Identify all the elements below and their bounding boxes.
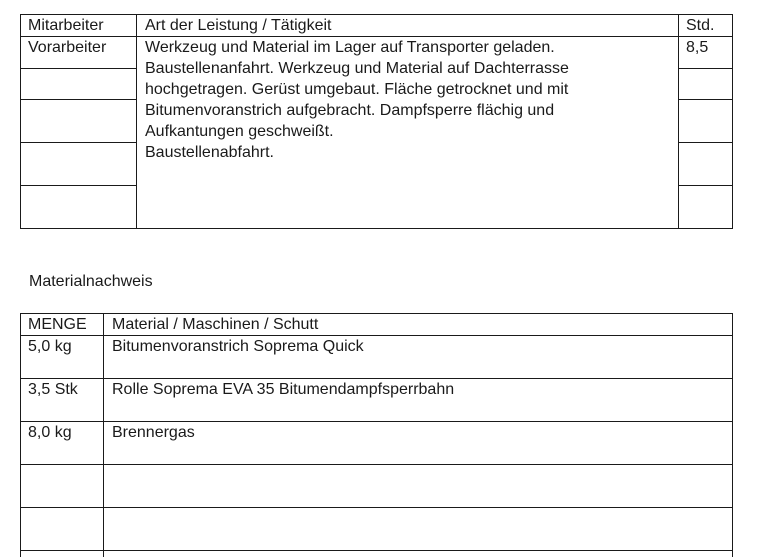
row-separator	[20, 99, 137, 100]
quantity-cell: 3,5 Stk	[28, 381, 78, 398]
material-cell: Rolle Soprema EVA 35 Bitumendampfsperrbahn	[112, 381, 455, 398]
column-separator	[103, 313, 104, 557]
row-separator	[20, 507, 733, 508]
table-border-bottom	[20, 228, 733, 229]
quantity-cell: 8,0 kg	[28, 424, 72, 441]
row-separator	[678, 142, 733, 143]
material-section-heading: Materialnachweis	[29, 273, 153, 290]
column-separator	[678, 14, 679, 229]
header-activity: Art der Leistung / Tätigkeit	[145, 17, 332, 34]
table-border-bottom	[20, 550, 733, 551]
column-separator	[136, 14, 137, 229]
row-separator	[20, 185, 137, 186]
table-border-right	[732, 14, 733, 229]
hours-cell: 8,5	[686, 39, 709, 56]
row-separator	[678, 185, 733, 186]
header-employee: Mitarbeiter	[28, 17, 104, 34]
employee-cell: Vorarbeiter	[28, 39, 107, 56]
table-border-top	[20, 14, 733, 15]
header-hours: Std.	[686, 17, 715, 34]
row-separator	[678, 68, 733, 69]
quantity-cell: 5,0 kg	[28, 338, 72, 355]
row-separator	[20, 142, 137, 143]
table-border-right	[732, 313, 733, 557]
header-material: Material / Maschinen / Schutt	[112, 316, 319, 333]
table-border-left	[20, 14, 21, 229]
row-separator	[678, 99, 733, 100]
header-quantity: MENGE	[28, 316, 87, 333]
table-border-left	[20, 313, 21, 557]
material-cell: Brennergas	[112, 424, 195, 441]
material-cell: Bitumenvoranstrich Soprema Quick	[112, 338, 364, 355]
row-separator	[20, 464, 733, 465]
row-separator	[20, 68, 137, 69]
activity-description: Werkzeug und Material im Lager auf Transporter geladen. Baustellenanfahrt. Werkzeug und Material auf Dachterrasse hochgetragen. Gerüst umgebaut. Fläche getrocknet und mit Bitumenvoranstrich aufgebracht. Dampfsperre flächig und Aufkantungen geschweißt. Baustellenabfahrt.	[145, 39, 569, 161]
